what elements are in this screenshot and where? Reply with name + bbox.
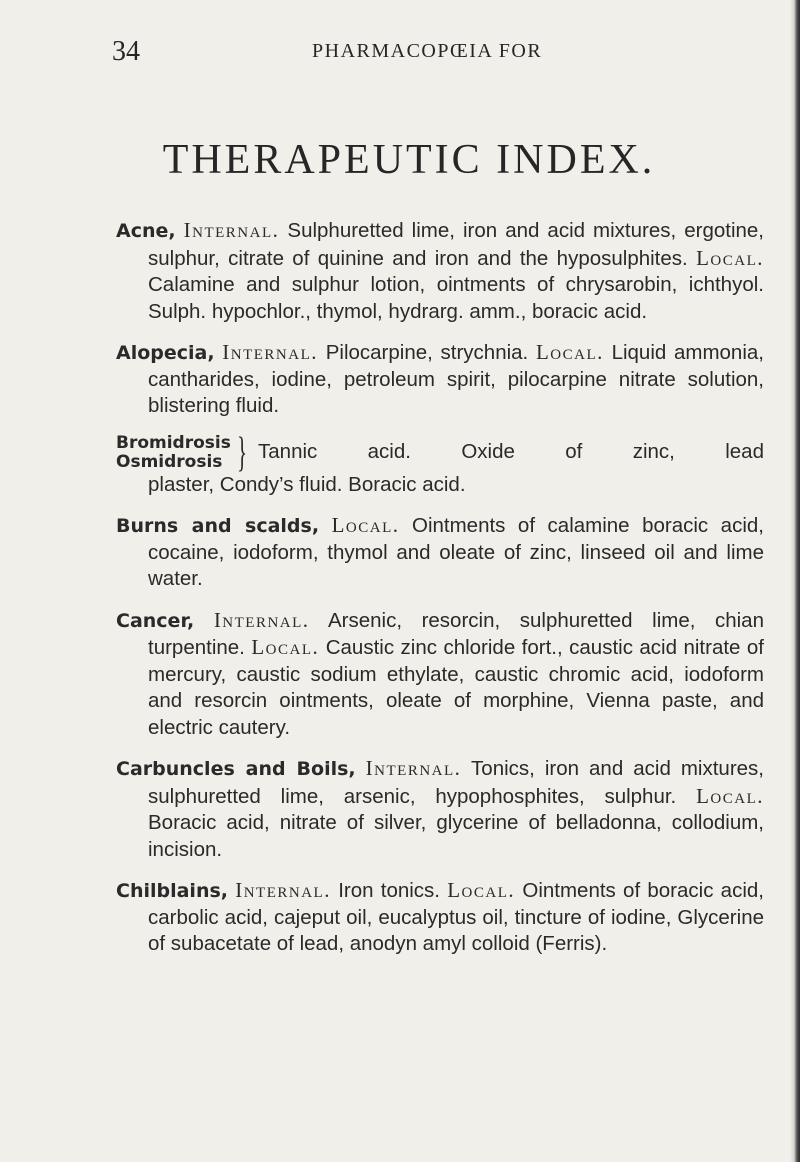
entry-term: Carbuncles and Boils, [116,758,356,780]
entry-text: Calamine and sulphur lotion, ointments of chrysarobin, ichthyol. Sulph. hypochlor., thymol, hydrarg. amm., boracic acid. [148,273,764,323]
local-label: Local. [331,513,400,537]
internal-label: Internal. [183,218,280,242]
entry-term: Acne, [116,220,176,242]
entry-text: plaster, Condy’s fluid. Boracic acid. [148,472,466,496]
brace-group [116,429,764,476]
index-entry-alopecia [116,339,764,420]
index-entry-bromidrosis [116,429,764,499]
entry-text: Liquid ammonia, cantharides, iodine, petroleum spirit, pilocarpine nitrate solution, blistering fluid. [148,341,764,417]
entry-text: Boracic acid, nitrate of silver, glycerine of belladonna, collodium, incision. [148,811,764,861]
entry-term: Alopecia, [116,342,215,364]
index-entry-burns [116,512,764,593]
index-entry-cancer [116,607,764,742]
entry-text: Arsenic, resorcin, sulphuretted lime, chian turpentine. [148,608,764,659]
local-label: Local. [447,878,516,902]
entry-term: Burns and scalds, [116,515,320,537]
section-title: THERAPEUTIC INDEX. [162,137,656,183]
local-label: Local. [251,635,320,659]
entry-text: Caustic zinc chloride fort., caustic acid nitrate of mercury, caustic sodium ethylate, caustic chromic acid, iodoform and resorcin ointments, oleate of morphine, Vienna paste, and electric cautery. [148,636,764,739]
internal-label: Internal. [235,878,331,902]
internal-label: Internal. [213,607,310,632]
index-entries [116,217,764,972]
running-title: PHARMACOPŒIA FOR [312,40,543,62]
entry-text: Ointments of boracic acid, carbolic acid, cajeput oil, eucalyptus oil, tincture of iodine, Glycerine of subacetate of lead, anodyn amyl colloid (Ferris). [148,879,764,955]
entry-text: Tannic acid. Oxide of zinc, lead [258,440,764,464]
index-entry-chilblains [116,877,764,958]
entry-term: Cancer, [116,609,195,632]
internal-label: Internal. [222,340,319,364]
index-entry-carbuncles [116,755,764,863]
curly-brace-glyph: } [236,429,247,476]
running-head [112,36,760,76]
entry-text: Iron tonics. [330,879,448,902]
page-number: 34 [112,36,140,67]
entry-term: Osmidrosis [116,451,223,472]
bracketed-terms [116,434,231,472]
entry-text: Pilocarpine, strychnia. [318,341,536,364]
entry-term: Bromidrosis [116,432,231,453]
entry-text: Ointments of calamine boracic acid, cocaine, iodoform, thymol and oleate of zinc, linseed oil and lime water. [148,514,764,590]
index-entry-acne [116,217,764,325]
local-label: Local. [696,245,764,270]
entry-text: Sulphuretted lime, iron and acid mixtures, ergotine, sulphur, citrate of quinine and iron and the hyposulphites. [148,219,764,270]
local-label: Local. [535,340,604,364]
local-label: Local. [696,783,764,808]
internal-label: Internal. [365,756,462,780]
entry-text: Tonics, iron and acid mixtures, sulphuretted lime, arsenic, hypophosphites, sulphur. [148,757,765,808]
entry-term: Chilblains, [116,880,228,902]
